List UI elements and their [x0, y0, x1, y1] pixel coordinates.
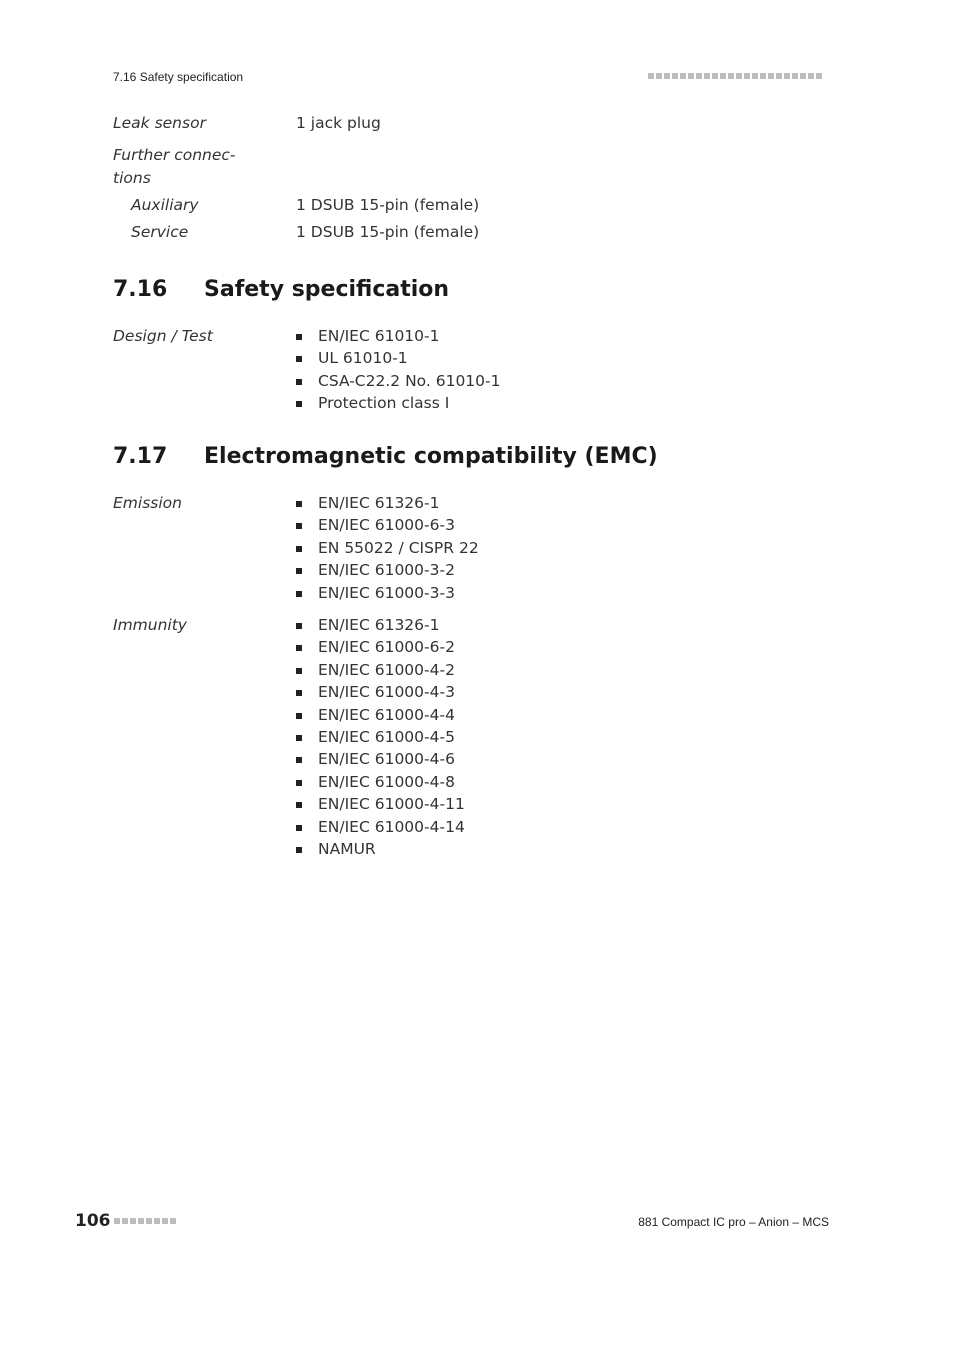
leak-sensor-label: Leak sensor — [113, 114, 206, 132]
section-heading-safety — [113, 277, 449, 302]
list-item: EN/IEC 61000-4-5 — [296, 726, 465, 748]
design-test-list — [296, 325, 501, 415]
bullet-icon — [296, 401, 302, 407]
list-item: CSA-C22.2 No. 61010-1 — [296, 370, 501, 392]
list-item: EN/IEC 61010-1 — [296, 325, 501, 347]
bullet-icon — [296, 623, 302, 629]
section-number: 7.17 — [113, 444, 168, 469]
list-item: EN/IEC 61326-1 — [296, 492, 479, 514]
list-item: EN/IEC 61000-4-2 — [296, 659, 465, 681]
bullet-icon — [296, 690, 302, 696]
list-item: EN 55022 / CISPR 22 — [296, 537, 479, 559]
emission-list — [296, 492, 479, 604]
list-item: EN/IEC 61000-4-6 — [296, 748, 465, 770]
bullet-icon — [296, 802, 302, 808]
leak-sensor-value: 1 jack plug — [296, 114, 381, 132]
bullet-icon — [296, 825, 302, 831]
auxiliary-label: Auxiliary — [131, 196, 199, 214]
bullet-icon — [296, 847, 302, 853]
running-header-title: 7.16 Safety specification — [113, 70, 244, 84]
bullet-icon — [296, 501, 302, 507]
list-item: EN/IEC 61000-4-8 — [296, 771, 465, 793]
design-test-label: Design / Test — [113, 327, 213, 345]
list-item: EN/IEC 61000-4-3 — [296, 681, 465, 703]
bullet-icon — [296, 379, 302, 385]
list-item: EN/IEC 61326-1 — [296, 614, 465, 636]
further-connections-label-line1: Further connec- — [113, 146, 236, 164]
bullet-icon — [296, 523, 302, 529]
section-heading-emc — [113, 444, 658, 469]
list-item: EN/IEC 61000-6-2 — [296, 636, 465, 658]
further-connections-label-line2: tions — [113, 169, 151, 187]
bullet-icon — [296, 668, 302, 674]
immunity-list — [296, 614, 465, 860]
list-item: Protection class I — [296, 392, 501, 414]
list-item: EN/IEC 61000-6-3 — [296, 514, 479, 536]
list-item: EN/IEC 61000-4-4 — [296, 704, 465, 726]
list-item: NAMUR — [296, 838, 465, 860]
list-item: EN/IEC 61000-3-3 — [296, 582, 479, 604]
bullet-icon — [296, 645, 302, 651]
immunity-label: Immunity — [113, 616, 187, 634]
list-item: EN/IEC 61000-4-11 — [296, 793, 465, 815]
bullet-icon — [296, 591, 302, 597]
service-value: 1 DSUB 15-pin (female) — [296, 223, 480, 241]
bullet-icon — [296, 356, 302, 362]
page-number: 106 — [75, 1211, 111, 1231]
section-title: Safety specification — [204, 277, 450, 302]
bullet-icon — [296, 735, 302, 741]
list-item: EN/IEC 61000-3-2 — [296, 559, 479, 581]
bullet-icon — [296, 780, 302, 786]
bullet-icon — [296, 757, 302, 763]
list-item: UL 61010-1 — [296, 347, 501, 369]
emission-label: Emission — [113, 494, 182, 512]
service-label: Service — [131, 223, 189, 241]
section-title: Electromagnetic compatibility (EMC) — [204, 444, 658, 469]
header-decoration-squares — [648, 73, 822, 79]
footer-decoration-squares — [114, 1218, 176, 1224]
bullet-icon — [296, 568, 302, 574]
footer-document-title: 881 Compact IC pro – Anion – MCS — [638, 1215, 829, 1229]
section-number: 7.16 — [113, 277, 168, 302]
bullet-icon — [296, 546, 302, 552]
bullet-icon — [296, 713, 302, 719]
bullet-icon — [296, 334, 302, 340]
auxiliary-value: 1 DSUB 15-pin (female) — [296, 196, 480, 214]
list-item: EN/IEC 61000-4-14 — [296, 816, 465, 838]
